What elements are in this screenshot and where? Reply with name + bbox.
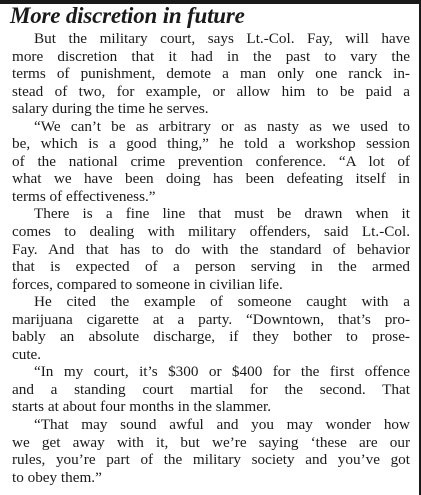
paragraph bbox=[12, 363, 410, 416]
text-line: that is expected of a person serving in the armed bbox=[12, 258, 410, 276]
text-line: salary during the time he serves. bbox=[12, 100, 209, 118]
text-line: “That may sound awful and you may wonder how bbox=[34, 416, 410, 434]
text-line: “In my court, it’s $300 or $400 for the first offence bbox=[34, 363, 410, 381]
text-line: bably an absolute discharge, if they bother to prose- bbox=[12, 328, 410, 346]
text-line: He cited the example of someone caught with a bbox=[34, 293, 410, 311]
paragraph bbox=[12, 118, 410, 206]
text-line: be, which is a good thing,” he told a workshop session bbox=[12, 135, 410, 153]
text-line: terms of effectiveness.” bbox=[12, 187, 156, 205]
text-line: to obey them.” bbox=[12, 468, 102, 486]
text-line: forces, compared to someone in civilian life. bbox=[12, 275, 283, 293]
text-line: Fay. And that has to do with the standard of behavior bbox=[12, 240, 410, 258]
text-line: and a standing court martial for the second. That bbox=[12, 380, 410, 398]
text-line: There is a fine line that must be drawn when it bbox=[34, 205, 410, 223]
paragraph bbox=[12, 30, 410, 118]
text-line: of the national crime prevention conference. “A lot of bbox=[12, 152, 410, 170]
text-line: rules, you’re part of the military society and you’ve got bbox=[12, 451, 410, 469]
text-line: terms of punishment, demote a man only one ranck in- bbox=[12, 65, 410, 83]
text-line: cute. bbox=[12, 345, 42, 363]
text-line: “We can’t be as arbitrary or as nasty as we used to bbox=[34, 117, 410, 135]
headline: More discretion in future bbox=[10, 3, 245, 28]
text-line: marijuana cigarette at a party. “Downtown, that’s pro- bbox=[12, 310, 410, 328]
text-line: we get away with it, but we’re saying ‘these are our bbox=[12, 433, 410, 451]
paragraph bbox=[12, 205, 410, 293]
paragraph bbox=[12, 293, 410, 363]
text-line: what we have been doing has been defeating itself in bbox=[12, 170, 410, 188]
paragraph bbox=[12, 416, 410, 486]
text-line: comes to dealing with military offenders, said Lt.-Col. bbox=[12, 223, 410, 241]
text-line: stead of two, for example, or allow him to be paid a bbox=[12, 82, 410, 100]
text-line: starts at about four months in the slammer. bbox=[12, 398, 271, 416]
text-line: more discretion that it had in the past to vary the bbox=[12, 47, 410, 65]
article-body bbox=[12, 30, 410, 486]
text-line: But the military court, says Lt.-Col. Fay, will have bbox=[34, 30, 410, 47]
